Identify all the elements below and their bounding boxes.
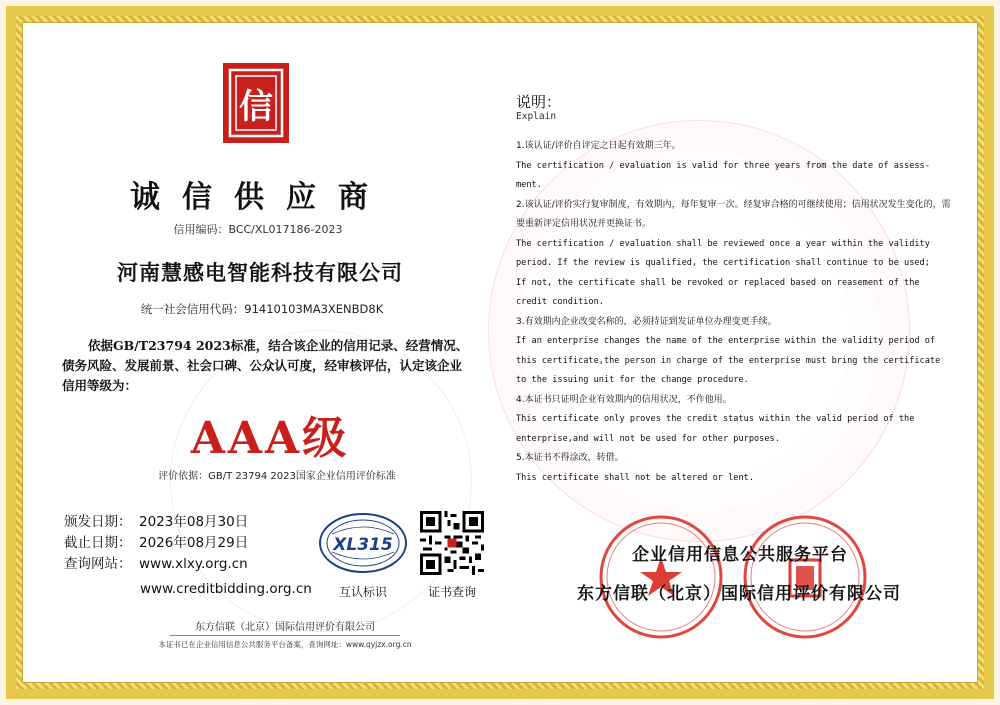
credit-grade: AAA级 [190, 413, 350, 464]
svg-text:XL315: XL315 [333, 535, 393, 555]
note-en: If an enterprise changes the name of the enterprise within the validity period of [516, 336, 936, 346]
signatory-platform: 企业信用信息公共服务平台 [632, 545, 848, 565]
explain-subheading: Explain [516, 111, 557, 122]
certificate-title: 诚信供应商 [130, 180, 390, 215]
credit-logo-icon [222, 62, 290, 144]
evaluation-basis: 评价依据：GB/T 23794 2023国家企业信用评价标准 [158, 471, 396, 482]
unified-social-credit-code: 统一社会信用代码：91410103MA3XENBD8K [140, 302, 384, 316]
note-cn: 2.该认证/评价实行复审制度，有效期内，每年复审一次。经复审合格的可继续使用；信用状况发生变化的，需要重新评定信用状况并更换证书。 [516, 199, 951, 229]
svg-text:信: 信 [239, 87, 273, 127]
company-name: 河南慧感电智能科技有限公司 [117, 260, 403, 285]
note-en: The certification / evaluation is valid for three years from the date of assess- [516, 160, 930, 171]
issuer-name: 东方信联（北京）国际信用评价有限公司 [170, 618, 400, 636]
note-cn: 1.该认证/评价自评定之日起有效期三年。 [516, 141, 681, 151]
website-row: 查询网站： www.xlxy.org.cn [64, 554, 248, 575]
note-en: this certificate,the person in charge of the enterprise must bring the certificate [516, 355, 941, 366]
qr-code-icon[interactable] [420, 511, 484, 575]
note-en: credit condition. [516, 297, 604, 307]
credit-number: 信用编码：BCC/XL017186-2023 [173, 223, 343, 236]
note-en: ment. [516, 180, 542, 190]
registration-footnote: 本证书已在企业信用信息公共服务平台备案，查询网址：www.qyjzx.org.cn [158, 640, 412, 649]
note-cn: 3.有效期内企业改变名称的，必须持证到发证单位办理变更手续。 [516, 316, 777, 327]
dates-block [64, 512, 248, 575]
platform-seal-icon [740, 512, 870, 642]
mutual-recognition-label: 互认标识 [338, 585, 387, 599]
website-link-secondary[interactable]: www.creditbidding.org.cn [140, 581, 312, 597]
explain-notes [516, 137, 956, 488]
xl315-mutual-recognition-icon [318, 512, 408, 574]
note-en: If not, the certificate shall be revoked or replaced based on reasement of the [516, 277, 920, 288]
explain-heading: 说明： [516, 93, 562, 111]
note-en: This certificate only proves the credit status within the valid period of the [516, 414, 915, 424]
assessment-description: 依据GB/T23794 2023标准，结合该企业的信用记录、经营情况、债务风险、发展前景、社会口碑、公众认可度，经审核评估，认定该企业信用等级为： [62, 338, 469, 393]
website-link[interactable]: www.xlxy.org.cn [139, 556, 248, 572]
note-en: period. If the review is qualified, the certification shall continue to be used; [516, 258, 930, 268]
official-seal-icon [596, 512, 726, 642]
note-cn: 4.本证书只证明企业有效期内的信用状况，不作他用。 [516, 394, 732, 405]
note-cn: 5.本证书不得涂改，转借。 [516, 453, 624, 463]
expiry-date-row: 截止日期： 2026年08月29日 [64, 535, 249, 551]
note-en: This certificate shall not be altered or lent. [516, 472, 754, 483]
note-en: The certification / evaluation shall be reviewed once a year within the validity [516, 238, 930, 249]
issue-date-row: 颁发日期： 2023年08月30日 [64, 514, 249, 530]
certificate-query-label: 证书查询 [427, 585, 476, 599]
signatory-company: 东方信联（北京）国际信用评价有限公司 [577, 584, 901, 604]
note-en: enterprise,and will not be used for other purposes. [516, 433, 780, 444]
note-en: to the issuing unit for the change procedure. [516, 375, 749, 385]
